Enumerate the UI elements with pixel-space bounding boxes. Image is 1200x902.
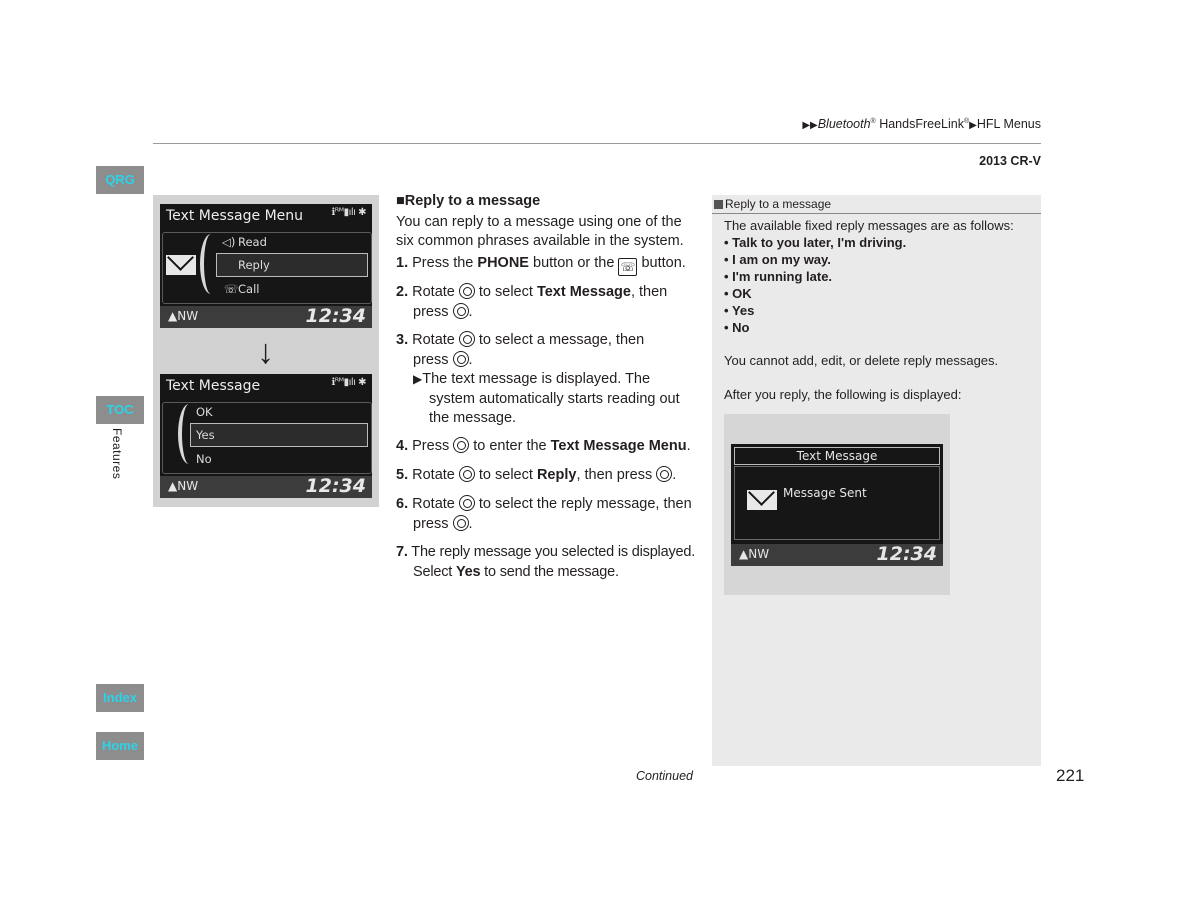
step-3: 3. Rotate to select a message, then press . ▶The text message is displayed. The system automatically starts reading out the message.	[396, 332, 680, 426]
status-icons: ℹ︎ᴿᴹ▮ılı ✱	[331, 207, 366, 218]
step-6: 6. Rotate to select the reply message, then press .	[396, 496, 692, 532]
sidebar-divider	[712, 213, 1041, 214]
section-heading	[396, 193, 540, 209]
note-marker-icon	[714, 200, 723, 209]
screen-footer	[160, 306, 372, 328]
toc-button[interactable]: TOC	[96, 396, 144, 424]
reply-item: • I am on my way.	[724, 252, 831, 267]
envelope-icon	[166, 255, 196, 275]
result-arrow-icon: ▶	[413, 372, 423, 386]
menu-item-ok: OK	[196, 405, 213, 419]
reply-item: • No	[724, 320, 750, 335]
intro-line-2: six common phrases available in the system.	[396, 233, 684, 249]
clock-time: 12:34	[305, 305, 366, 327]
screen-title: Text Message	[734, 447, 940, 465]
step-2: 2. Rotate to select Text Message, then press .	[396, 284, 668, 320]
section-heading-text: Reply to a message	[404, 193, 541, 209]
text-message-screen	[160, 374, 372, 498]
menu-item-yes: Yes	[196, 428, 215, 442]
home-button[interactable]: Home	[96, 732, 144, 760]
selector-knob-icon	[453, 303, 469, 319]
breadcrumb-bluetooth: Bluetooth	[817, 117, 871, 131]
selector-knob-icon	[459, 331, 475, 347]
reply-item: • Talk to you later, I'm driving.	[724, 235, 907, 250]
selector-knob-icon	[459, 466, 475, 482]
selector-knob-icon	[459, 283, 475, 299]
qrg-button[interactable]: QRG	[96, 166, 144, 194]
breadcrumb-hfl-menus[interactable]: HFL Menus	[976, 117, 1041, 131]
breadcrumb	[802, 117, 1041, 131]
sidebar-intro: The available fixed reply messages are as follows:	[724, 218, 1014, 233]
menu-item-selected	[190, 423, 368, 447]
message-sent-text: Message Sent	[783, 486, 867, 500]
sidebar-note-2: After you reply, the following is displayed:	[724, 387, 962, 402]
page-number: 221	[1056, 766, 1085, 785]
compass-heading: ▲NW	[168, 309, 199, 323]
message-sent-figure	[724, 414, 950, 595]
breadcrumb-arrow-icon: ▶▶	[802, 120, 818, 131]
selector-knob-icon	[459, 495, 475, 511]
menu-item-reply: Reply	[238, 258, 270, 272]
selector-knob-icon	[453, 437, 469, 453]
selector-knob-icon	[453, 515, 469, 531]
index-button[interactable]: Index	[96, 684, 144, 712]
breadcrumb-hfl: HandsFreeLink	[875, 117, 964, 131]
selector-knob-icon	[453, 351, 469, 367]
compass-heading: ▲NW	[168, 479, 199, 493]
breadcrumb-arrow-icon: ▶	[969, 120, 977, 131]
square-bullet-icon: ■	[396, 193, 405, 209]
reply-item: • OK	[724, 286, 752, 301]
menu-item-read: Read	[238, 235, 267, 249]
compass-heading: ▲NW	[739, 547, 770, 561]
menu-item-no: No	[196, 452, 212, 466]
intro-line-1: You can reply to a message using one of the	[396, 214, 682, 230]
step-1: 1. Press the PHONE button or the ☏ button.	[396, 255, 686, 274]
screen-footer	[731, 544, 943, 566]
step-4: 4. Press to enter the Text Message Menu.	[396, 438, 691, 454]
call-icon: ☏	[224, 282, 239, 296]
sidebar-notes	[712, 195, 1041, 766]
reply-item: • Yes	[724, 303, 755, 318]
model-label: 2013 CR-V	[979, 154, 1041, 168]
speaker-icon: ◁)	[222, 235, 236, 249]
selector-knob-icon	[656, 466, 672, 482]
text-message-menu-screen	[160, 204, 372, 328]
screen-footer	[160, 476, 372, 498]
screen-title: Text Message Menu	[166, 208, 304, 224]
registered-mark: ®	[963, 117, 970, 125]
screen-title: Text Message	[166, 378, 261, 394]
clock-time: 12:34	[876, 543, 937, 565]
registered-mark: ®	[870, 117, 876, 125]
step-7: 7. The reply message you selected is displayed. Select Yes to send the message.	[396, 544, 696, 580]
menu-item-call: Call	[238, 282, 260, 296]
header-divider	[153, 143, 1041, 144]
message-sent-screen	[731, 444, 943, 566]
reply-item: • I'm running late.	[724, 269, 833, 284]
section-label: Features	[110, 428, 124, 480]
envelope-icon	[747, 490, 777, 510]
sidebar-heading: Reply to a message	[712, 195, 1041, 213]
screen-figure	[153, 195, 379, 507]
down-arrow-icon: ↓	[257, 333, 274, 371]
status-icons: ℹ︎ᴿᴹ▮ılı ✱	[331, 377, 366, 388]
step-5: 5. Rotate to select Reply, then press .	[396, 467, 677, 483]
clock-time: 12:34	[305, 475, 366, 497]
sidebar-note-1: You cannot add, edit, or delete reply messages.	[724, 353, 999, 368]
continued-label: Continued	[636, 769, 693, 783]
phone-icon: ☏	[620, 260, 636, 274]
